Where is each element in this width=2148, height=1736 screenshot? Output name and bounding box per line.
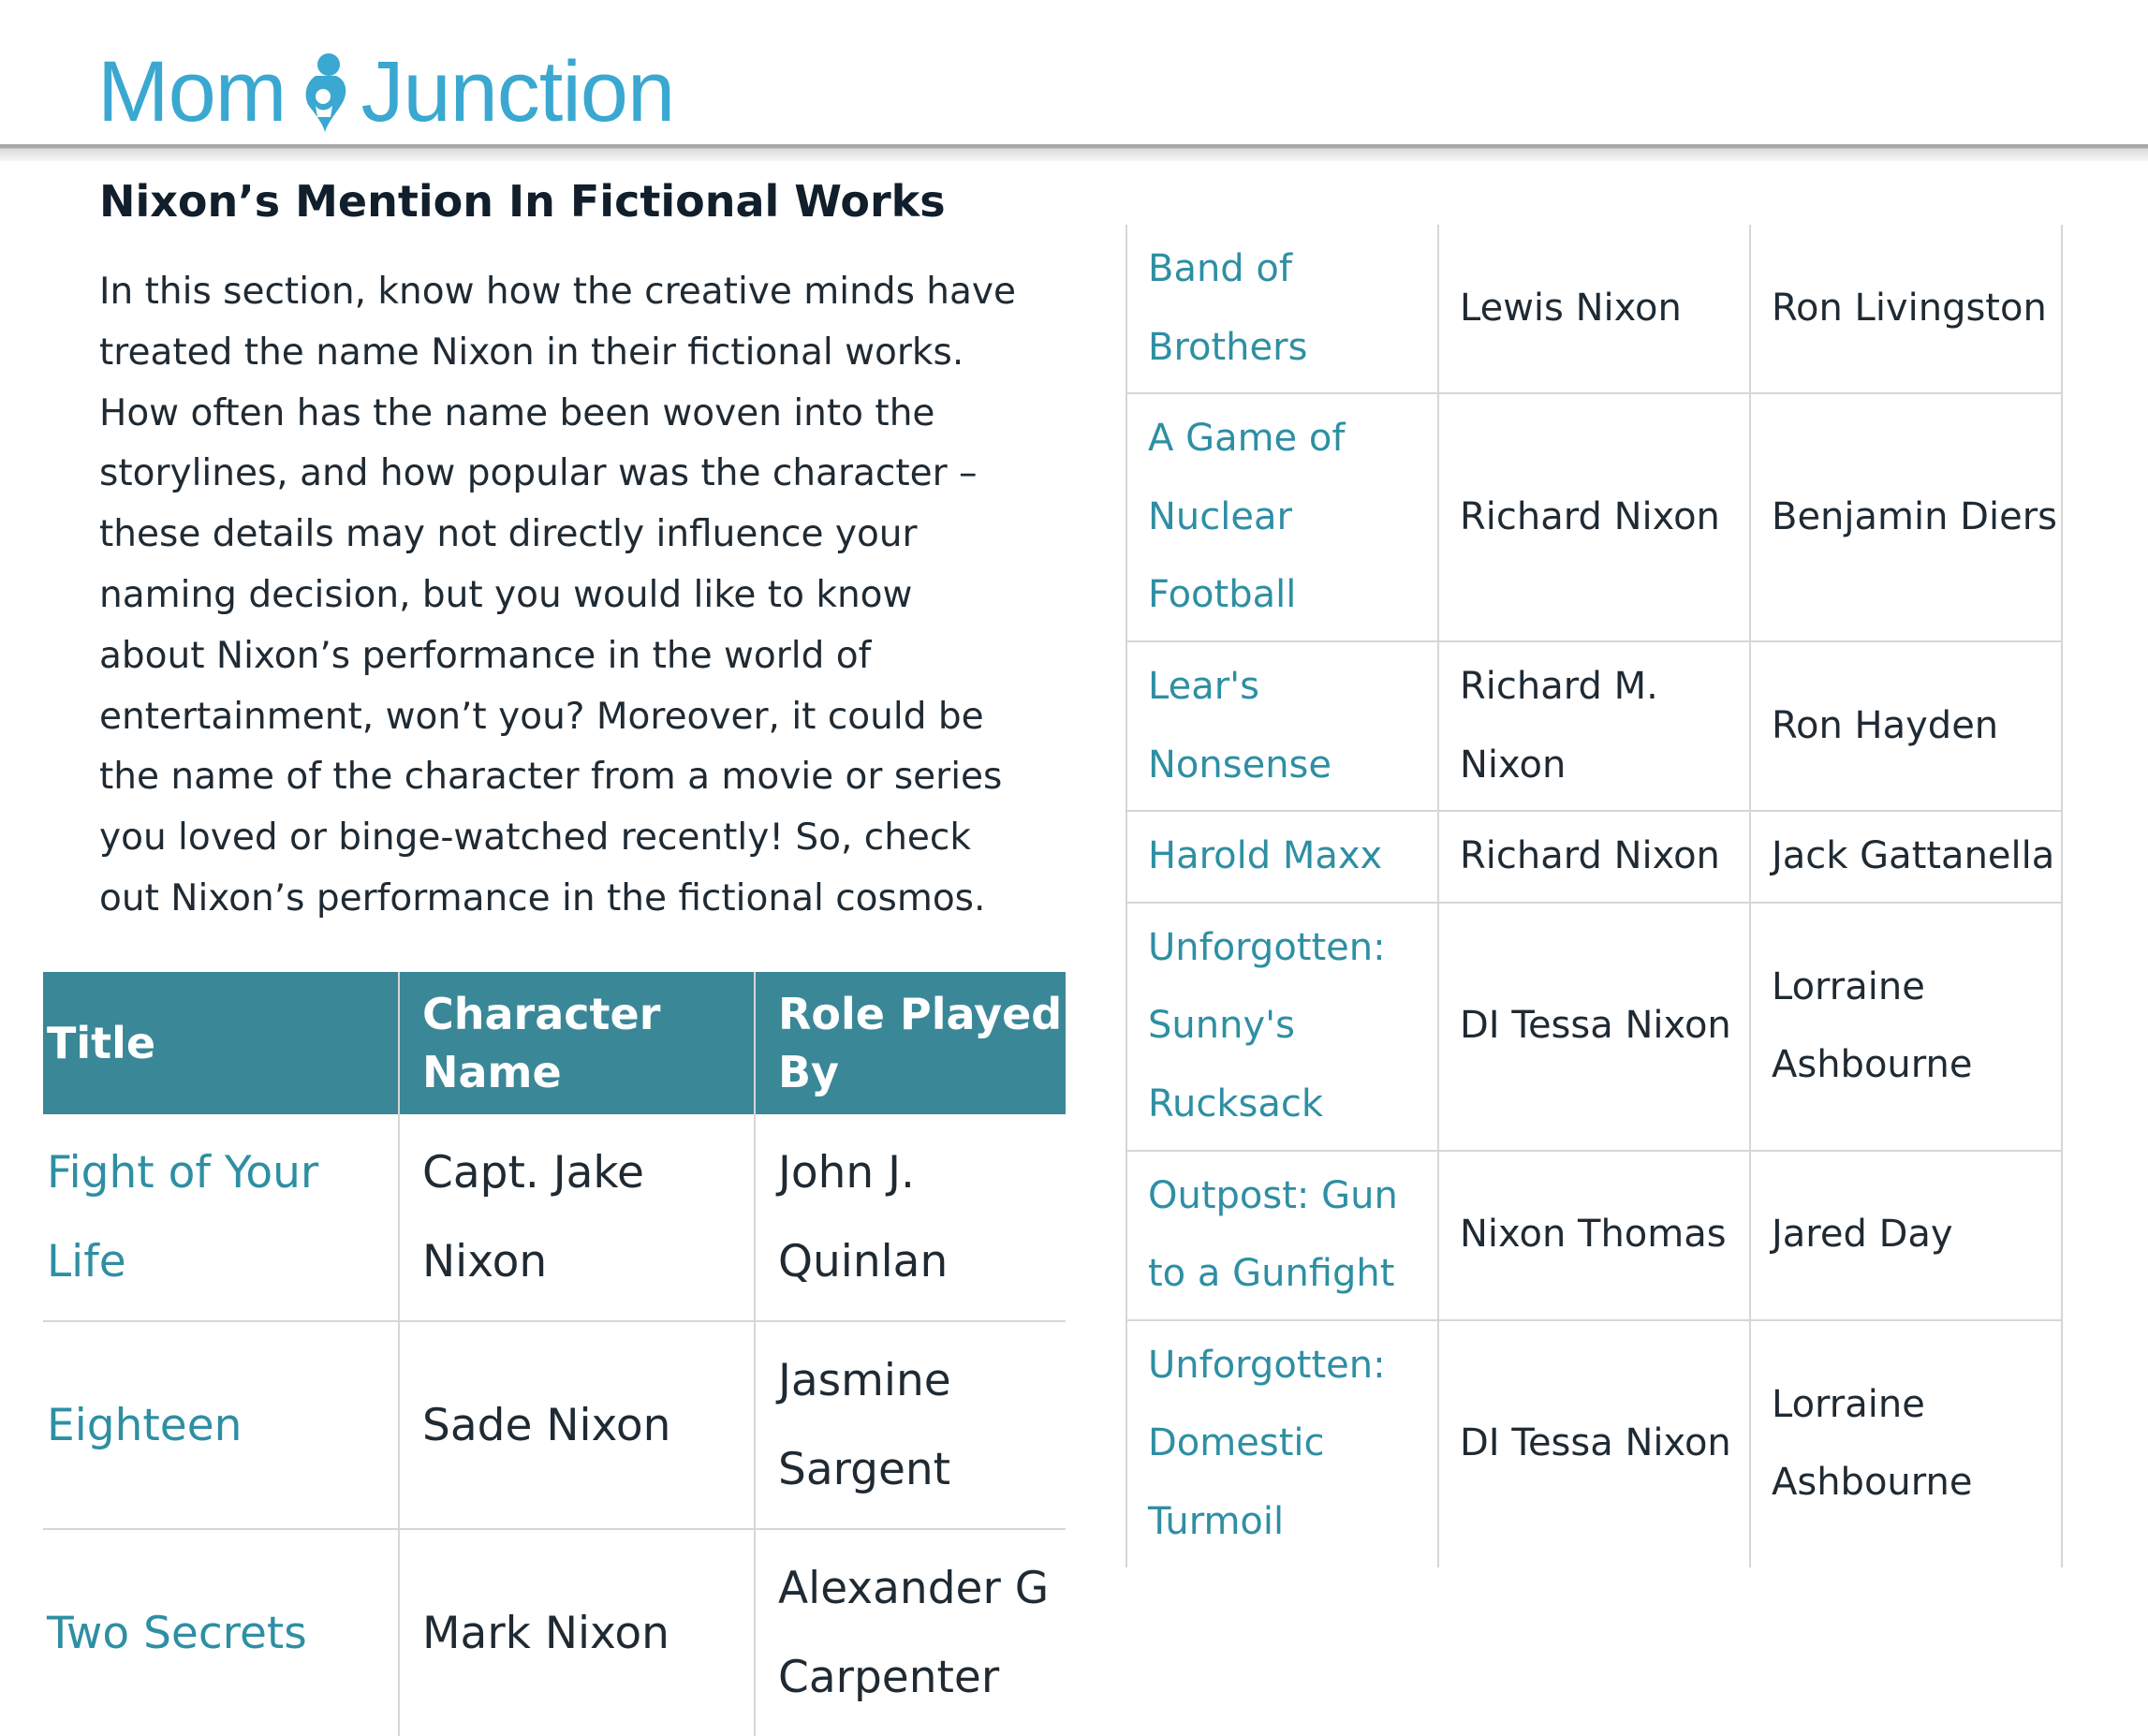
title-link[interactable]: Unforgotten: Domestic Turmoil — [1126, 1320, 1438, 1567]
table-header-row — [43, 972, 1066, 1114]
header-divider — [0, 144, 2148, 161]
actor-name: Lorraine Ashbourne — [1750, 903, 2062, 1151]
actor-name: Ron Hayden — [1750, 641, 2062, 811]
title-link[interactable]: Eighteen — [43, 1321, 399, 1529]
table-row — [43, 1529, 1066, 1736]
header-role-played-by: Role Played By — [755, 972, 1066, 1114]
table-row — [43, 1114, 1066, 1321]
actor-name: Jared Day — [1750, 1151, 2062, 1320]
title-link[interactable]: Outpost: Gun to a Gunfight — [1126, 1151, 1438, 1320]
title-link[interactable]: Harold Maxx — [1126, 811, 1438, 903]
actor-name: Jasmine Sargent — [755, 1321, 1066, 1529]
table-row — [43, 1321, 1066, 1529]
title-link[interactable]: Lear's Nonsense — [1126, 641, 1438, 811]
title-link[interactable]: Unforgotten: Sunny's Rucksack — [1126, 903, 1438, 1151]
section-intro: In this section, know how the creative minds have treated the name Nixon in their fictional works. How often has the name been woven into the storylines, and how popular was the character – these details may not directly influence your naming decision, but you would like to know about Nixon’s performance in the world of entertainment, won’t you? Moreover, it could be the name of the character from a movie or series you loved or binge-watched recently! So, check out Nixon’s performance in the fictional cosmos. — [99, 271, 1016, 919]
table-row — [1126, 1320, 2062, 1567]
header-title: Title — [43, 972, 399, 1114]
fictional-works-table — [43, 972, 1066, 1736]
actor-name: Jack Gattanella — [1750, 811, 2062, 903]
logo-text-mom: Mom — [97, 44, 287, 140]
actor-name: John J. Quinlan — [755, 1114, 1066, 1321]
character-name: Nixon Thomas — [1438, 1151, 1750, 1320]
actor-name: Alexander G Carpenter — [755, 1529, 1066, 1736]
character-name: DI Tessa Nixon — [1438, 903, 1750, 1151]
title-link[interactable]: A Game of Nuclear Football — [1126, 393, 1438, 641]
title-link[interactable]: Band of Brothers — [1126, 225, 1438, 393]
logo-text-junction: Junction — [360, 44, 675, 140]
title-link[interactable]: Two Secrets — [47, 1607, 307, 1659]
table-row — [1126, 903, 2062, 1151]
character-name: Sade Nixon — [399, 1321, 755, 1529]
character-name: Lewis Nixon — [1438, 225, 1750, 393]
mother-child-icon — [295, 51, 355, 132]
table-row — [1126, 811, 2062, 903]
site-logo[interactable] — [97, 45, 674, 139]
section-title: Nixon’s Mention In Fictional Works — [99, 176, 946, 227]
character-name: DI Tessa Nixon — [1438, 1320, 1750, 1567]
character-name: Richard Nixon — [1438, 393, 1750, 641]
fictional-works-table-continued — [1125, 225, 2063, 1567]
actor-name: Benjamin Diers — [1750, 393, 2062, 641]
actor-name: Ron Livingston — [1750, 225, 2062, 393]
header-character-name: Character Name — [399, 972, 755, 1114]
table-row — [1126, 641, 2062, 811]
title-link[interactable]: Fight of Your Life — [43, 1114, 399, 1321]
actor-name: Lorraine Ashbourne — [1750, 1320, 2062, 1567]
table-row — [1126, 393, 2062, 641]
site-header — [0, 0, 2148, 140]
character-name: Richard Nixon — [1438, 811, 1750, 903]
character-name: Richard M. Nixon — [1438, 641, 1750, 811]
table-row — [1126, 225, 2062, 393]
character-name: Mark Nixon — [399, 1529, 755, 1736]
character-name: Capt. Jake Nixon — [399, 1114, 755, 1321]
table-row — [1126, 1151, 2062, 1320]
